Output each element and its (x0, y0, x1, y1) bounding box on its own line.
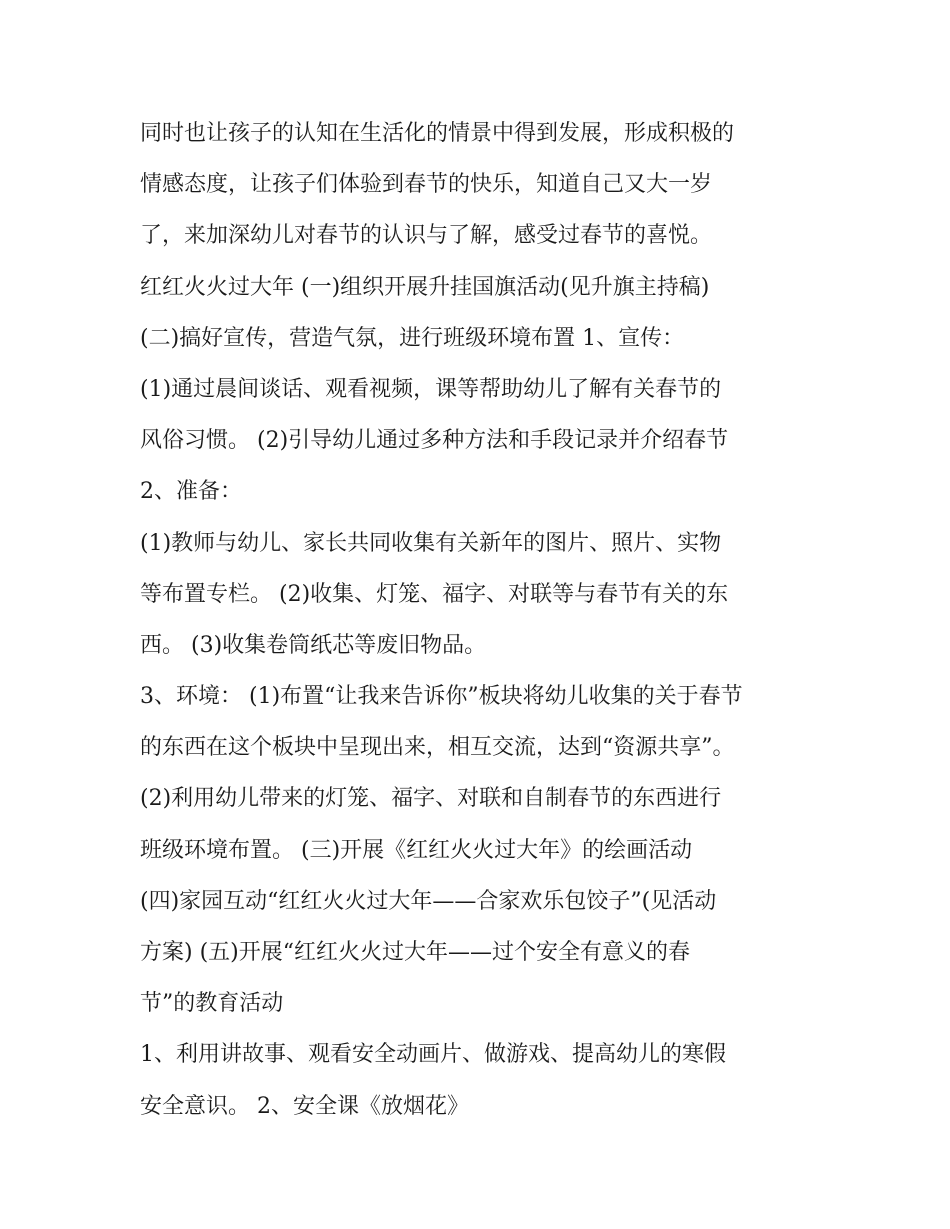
text-line: 1、利用讲故事、观看安全动画片、做游戏、提高幼儿的寒假 (140, 1042, 726, 1068)
text-line: 风俗习惯。 (2)引导幼儿通过多种方法和手段记录并介绍春节 (140, 428, 729, 454)
text-line: 节”的教育活动 (140, 991, 284, 1017)
text-line: 2、准备： (140, 479, 242, 505)
text-line: 3、环境： (1)布置“让我来告诉你”板块将幼儿收集的关于春节 (140, 684, 743, 710)
text-line: 方案) (五)开展“红红火火过大年——过个安全有意义的春 (140, 940, 690, 965)
text-line: 了，来加深幼儿对春节的认识与了解，感受过春节的喜悦。 (140, 223, 713, 249)
text-line: (1)通过晨间谈话、观看视频，课等帮助幼儿了解有关春节的 (140, 376, 722, 402)
body-text (140, 108, 830, 1132)
text-line: 等布置专栏。 (2)收集、灯笼、福字、对联等与春节有关的东 (140, 581, 729, 607)
text-line: 西。 (3)收集卷筒纸芯等废旧物品。 (140, 632, 487, 658)
text-line: 的东西在这个板块中呈现出来，相互交流，达到“资源共享”。 (140, 735, 735, 761)
text-line: 同时也让孩子的认知在生活化的情景中得到发展，形成积极的 (140, 121, 735, 146)
text-line: 情感态度，让孩子们体验到春节的快乐，知道自己又大一岁 (140, 172, 713, 198)
text-line: 班级环境布置。 (三)开展《红红火火过大年》的绘画活动 (140, 837, 693, 863)
text-line: (四)家园互动“红红火火过大年——合家欢乐包饺子”(见活动 (140, 888, 717, 914)
text-line: (二)搞好宣传，营造气氛，进行班级环境布置 1、宣传： (140, 325, 685, 351)
text-line: (2)利用幼儿带来的灯笼、福字、对联和自制春节的东西进行 (140, 786, 722, 812)
text-line: (1)教师与幼儿、家长共同收集有关新年的图片、照片、实物 (140, 530, 722, 556)
text-line: 安全意识。 2、安全课《放烟花》 (140, 1093, 469, 1119)
text-line: 红红火火过大年 (一)组织开展升挂国旗活动(见升旗主持稿) (140, 274, 710, 300)
